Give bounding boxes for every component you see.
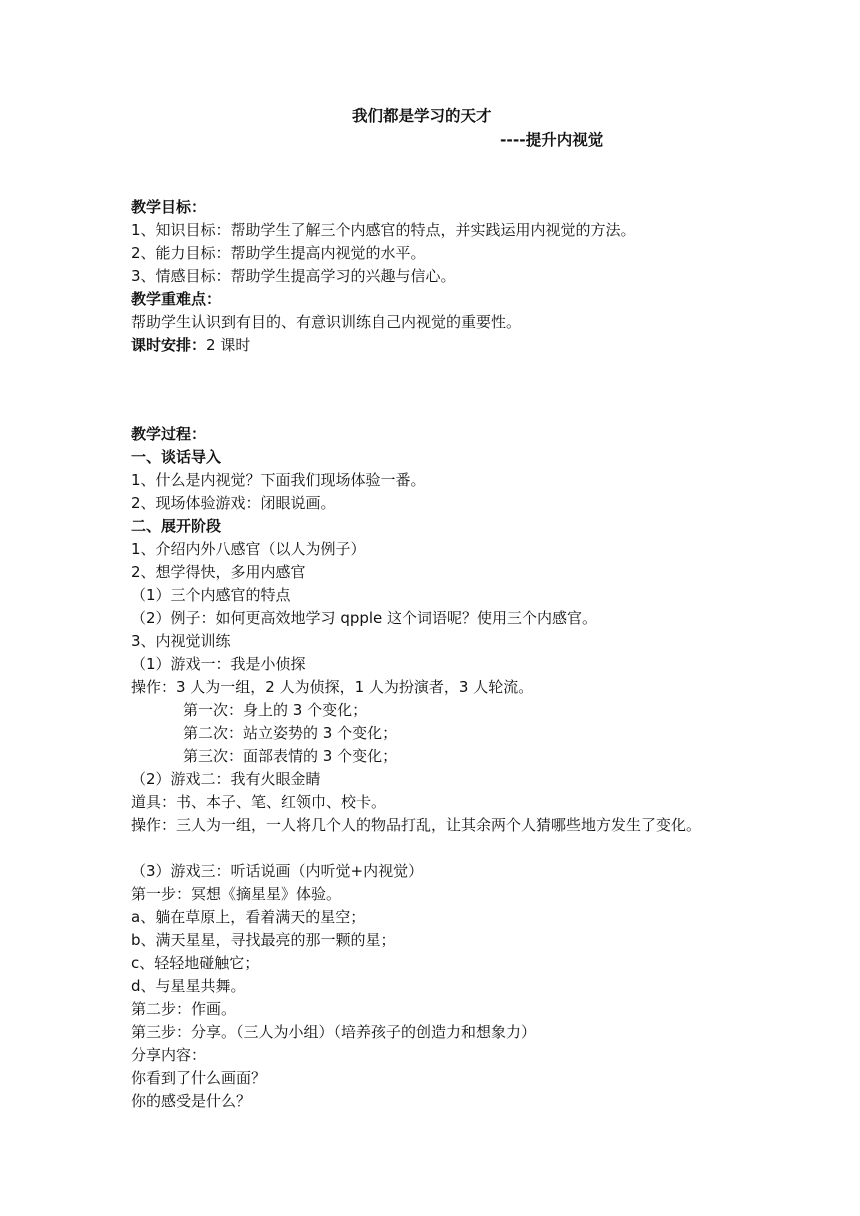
list-item: 分享内容： xyxy=(131,1046,207,1064)
list-item: d、与星星共舞。 xyxy=(131,977,246,995)
section-heading: 一、谈话导入 xyxy=(131,448,222,466)
round-item: 第一次：身上的 3 个变化； xyxy=(183,701,368,719)
goal-item: 1、知识目标：帮助学生了解三个内感官的特点，并实践运用内视觉的方法。 xyxy=(131,221,636,239)
document-title: 我们都是学习的天才 xyxy=(352,107,492,125)
list-item: 你看到了什么画面？ xyxy=(131,1069,267,1087)
list-item: （2）游戏二：我有火眼金睛 xyxy=(131,770,321,788)
list-item: （1）三个内感官的特点 xyxy=(131,586,291,604)
list-item: a、躺在草原上，看着满天的星空； xyxy=(131,908,366,926)
list-item: 3、内视觉训练 xyxy=(131,632,231,650)
list-item: 道具：书、本子、笔、红领巾、校卡。 xyxy=(131,793,387,811)
list-item: 1、介绍内外八感官（以人为例子） xyxy=(131,540,366,558)
list-item: 第三步：分享。（三人为小组）（培养孩子的创造力和想象力） xyxy=(131,1023,537,1041)
goals-heading: 教学目标： xyxy=(131,198,207,216)
key-text: 帮助学生认识到有目的、有意识训练自己内视觉的重要性。 xyxy=(131,313,522,331)
list-item: 你的感受是什么？ xyxy=(131,1092,252,1110)
process-heading: 教学过程： xyxy=(131,425,207,443)
round-item: 第二次：站立姿势的 3 个变化； xyxy=(183,724,398,742)
list-item: 2、想学得快，多用内感官 xyxy=(131,563,306,581)
list-item: 第二步：作画。 xyxy=(131,1000,237,1018)
document-subtitle: ----提升内视觉 xyxy=(500,131,604,149)
round-item: 第三次：面部表情的 3 个变化； xyxy=(183,747,398,765)
list-item: 操作：3 人为一组，2 人为侦探，1 人为扮演者，3 人轮流。 xyxy=(131,678,534,696)
goal-item: 3、情感目标：帮助学生提高学习的兴趣与信心。 xyxy=(131,267,456,285)
schedule-label: 课时安排： xyxy=(131,336,207,354)
list-item: 2、现场体验游戏：闭眼说画。 xyxy=(131,494,336,512)
schedule-value: 2 课时 xyxy=(206,336,251,354)
schedule-line xyxy=(131,335,250,355)
list-item: （2）例子：如何更高效地学习 qpple 这个词语呢？使用三个内感官。 xyxy=(131,609,598,627)
list-item: 1、什么是内视觉？下面我们现场体验一番。 xyxy=(131,471,426,489)
list-item: c、轻轻地碰触它； xyxy=(131,954,260,972)
list-item: （3）游戏三：听话说画（内听觉+内视觉） xyxy=(131,862,424,880)
section-heading: 二、展开阶段 xyxy=(131,517,222,535)
list-item: （1）游戏一：我是小侦探 xyxy=(131,655,306,673)
list-item: 操作：三人为一组，一人将几个人的物品打乱，让其余两个人猜哪些地方发生了变化。 xyxy=(131,816,702,834)
list-item: 第一步：冥想《摘星星》体验。 xyxy=(131,885,342,903)
list-item: b、满天星星，寻找最亮的那一颗的星； xyxy=(131,931,396,949)
goal-item: 2、能力目标：帮助学生提高内视觉的水平。 xyxy=(131,244,426,262)
key-heading: 教学重难点： xyxy=(131,290,222,308)
